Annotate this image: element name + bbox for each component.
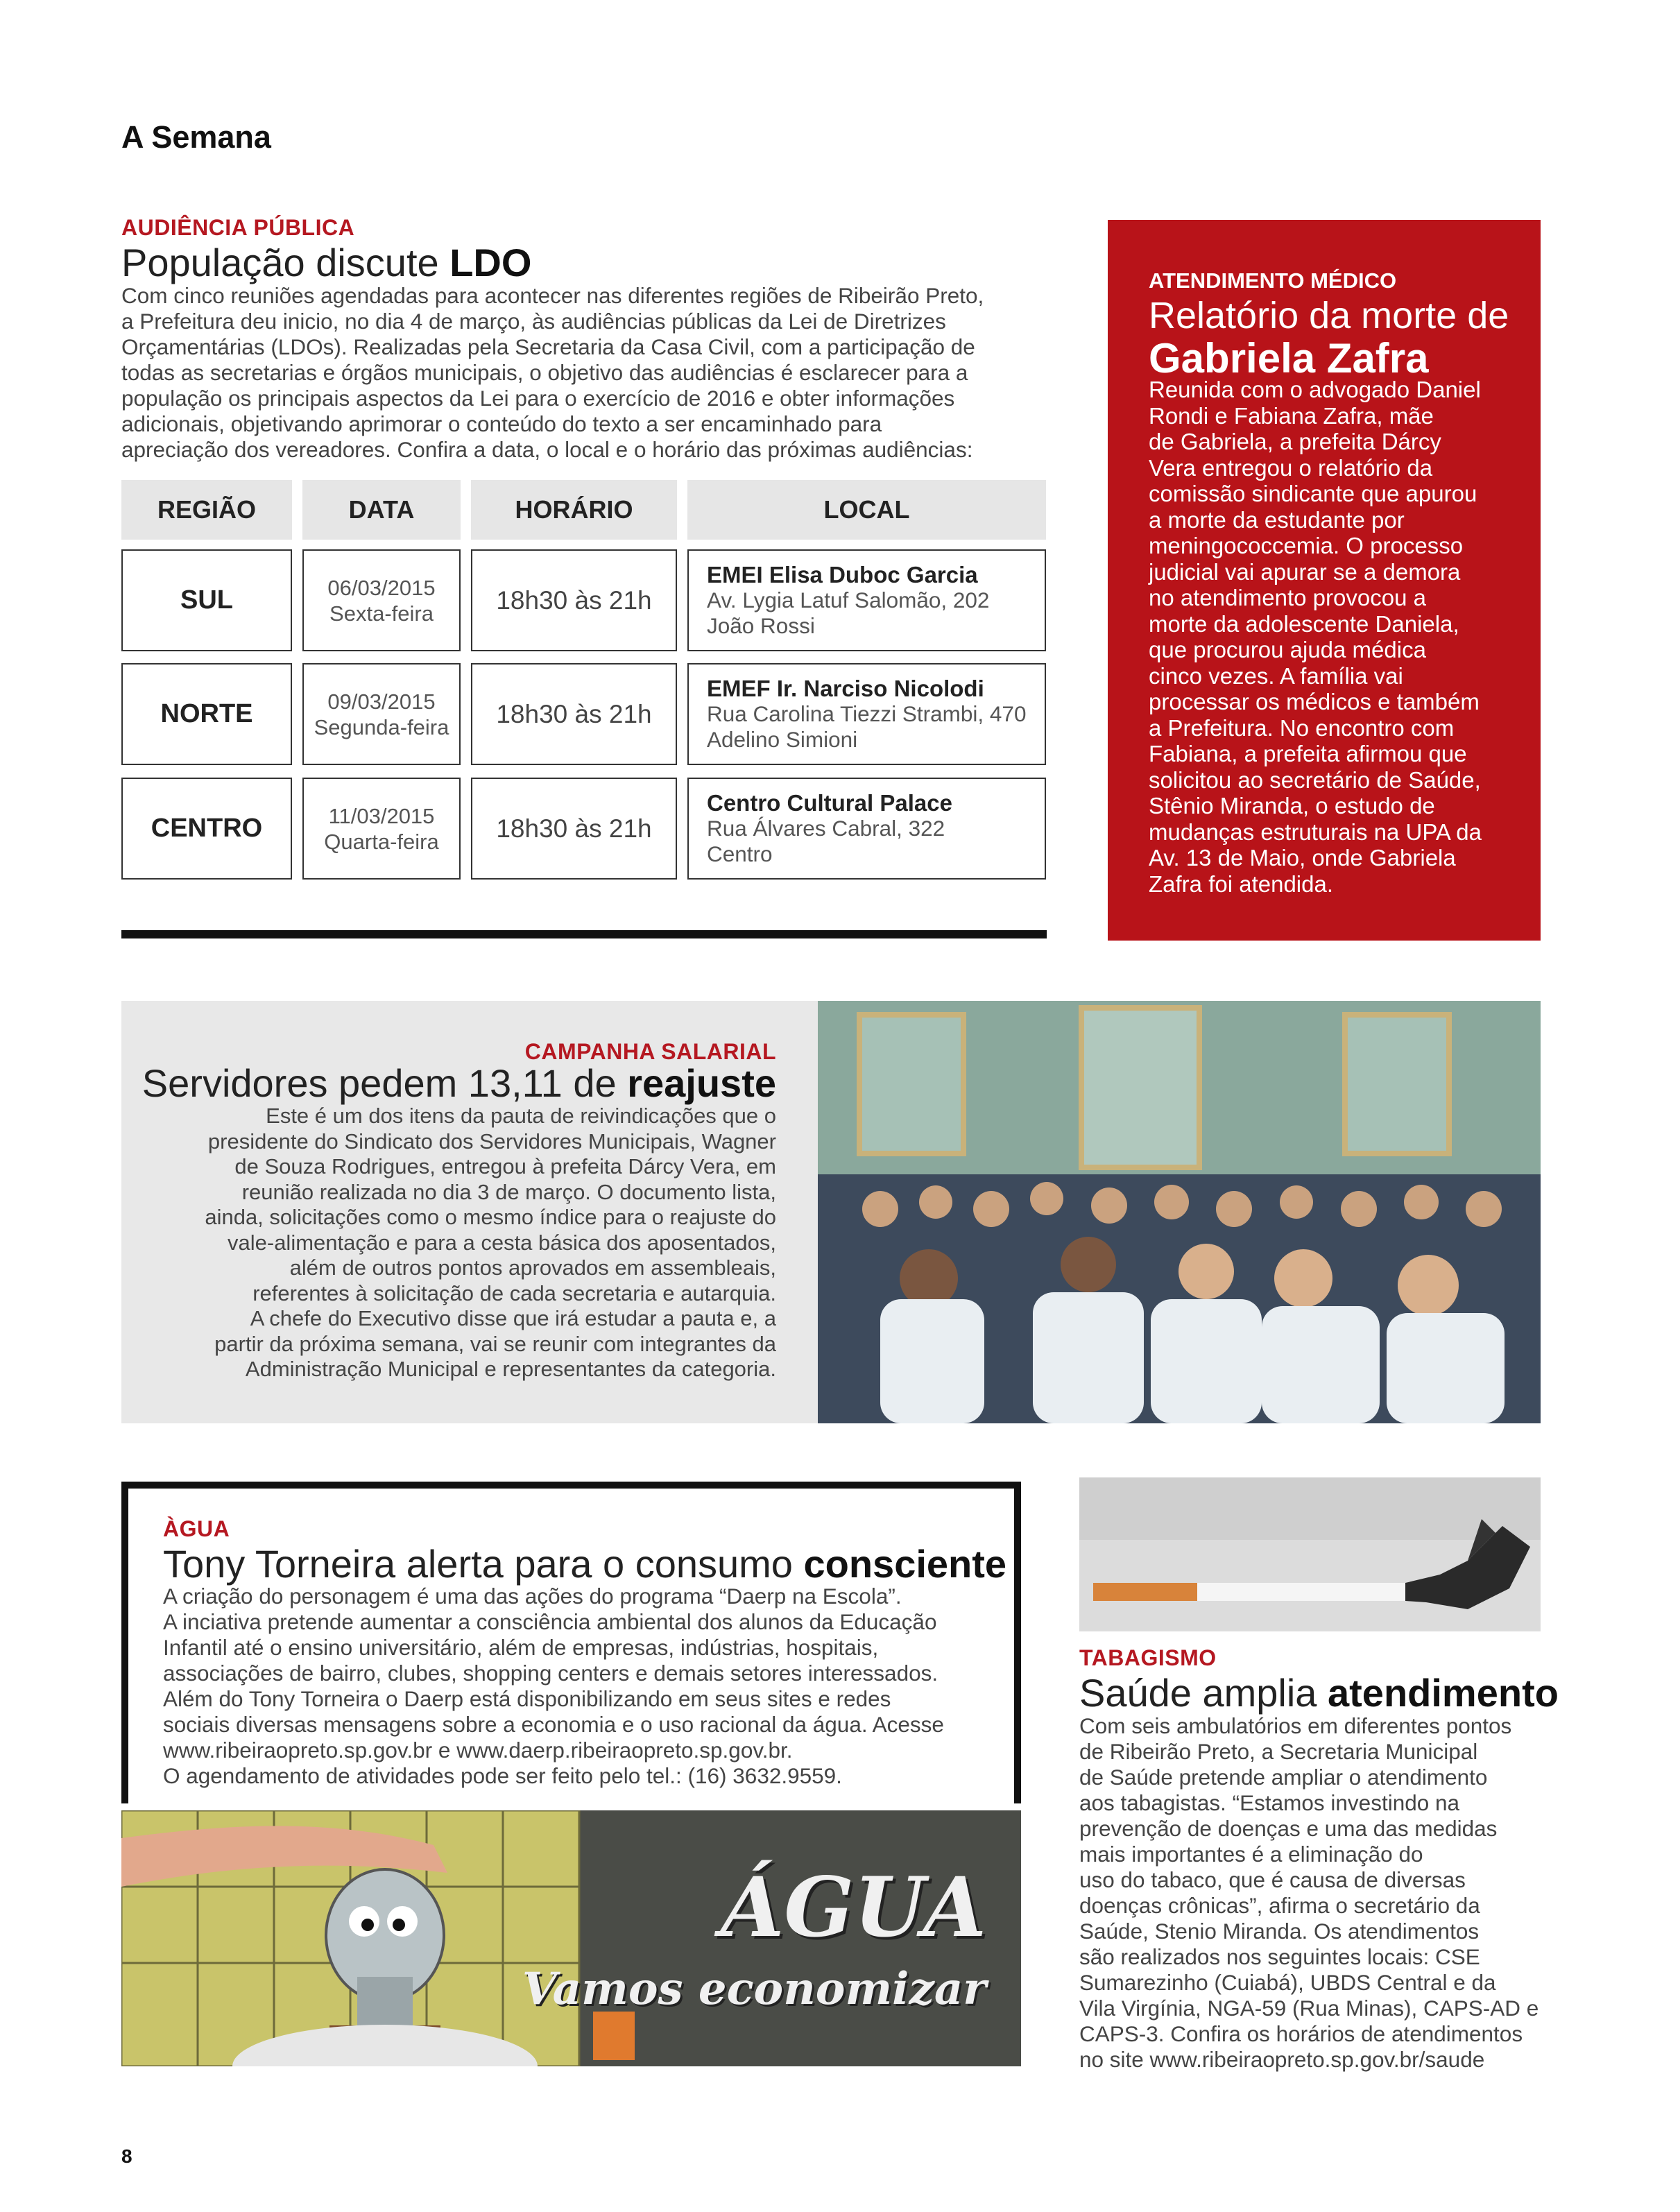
tabagismo-kicker: TABAGISMO <box>1079 1645 1217 1670</box>
place-district: João Rossi <box>707 613 815 638</box>
medico-body-line: Zafra foi atendida. <box>1149 871 1333 897</box>
tabagismo-body-line: Sumarezinho (Cuiabá), UBDS Central e da <box>1079 1970 1496 1995</box>
campanha-body <box>124 1104 776 1382</box>
section-title: A Semana <box>121 119 271 155</box>
tabagismo-body-line: no site www.ribeiraopreto.sp.gov.br/saude <box>1079 2047 1485 2072</box>
tabagismo-body-line: Com seis ambulatórios em diferentes pontos <box>1079 1713 1512 1738</box>
tabagismo-body-line: uso do tabaco, que é causa de diversas <box>1079 1867 1466 1892</box>
medico-body-line: Stênio Miranda, o estudo de <box>1149 793 1435 818</box>
table-cell-date <box>302 778 461 880</box>
tabagismo-body <box>1079 1713 1541 2073</box>
campanha-body-line: vale-alimentação e para a cesta básica dos aposentados, <box>228 1230 776 1255</box>
tabagismo-headline-bold: atendimento <box>1328 1671 1559 1715</box>
campanha-box <box>121 1001 818 1423</box>
agua-body <box>163 1584 1016 1789</box>
agua-headline-light: Tony Torneira alerta para o consumo <box>163 1542 804 1586</box>
tabagismo-body-line: são realizados nos seguintes locais: CSE <box>1079 1944 1480 1969</box>
medico-body-line: a morte da estudante por <box>1149 506 1405 533</box>
tabagismo-body-line: Saúde, Stenio Miranda. Os atendimentos <box>1079 1919 1480 1944</box>
table-header-region: REGIÃO <box>121 480 292 540</box>
agua-body-line: O agendamento de atividades pode ser feito pelo tel.: (16) 3632.9559. <box>163 1763 842 1788</box>
medico-body-line: Vera entregou o relatório da <box>1149 454 1433 481</box>
date-value: 09/03/2015 <box>327 689 436 714</box>
agua-body-line: associações de bairro, clubes, shopping centers e demais setores interessados. <box>163 1661 938 1686</box>
agua-banner-title: ÁGUA <box>720 1859 986 1955</box>
agua-headline-bold: consciente <box>803 1542 1007 1586</box>
medico-box <box>1108 220 1541 941</box>
medico-body-line: no atendimento provocou a <box>1149 585 1426 610</box>
table-cell-region: SUL <box>121 549 292 651</box>
campanha-headline <box>142 1063 776 1104</box>
place-address: Av. Lygia Latuf Salomão, 202 <box>707 588 990 612</box>
ldo-body-line: adicionais, objetivando aprimorar o conteúdo do texto a ser encaminhado para <box>121 411 882 436</box>
ldo-body-line: apreciação dos vereadores. Confira a data, o local e o horário das próximas audiências: <box>121 437 973 462</box>
agua-headline <box>163 1544 1006 1585</box>
medico-headline-bold: Gabriela Zafra <box>1149 335 1429 381</box>
tabagismo-body-line: mais importantes é a eliminação do <box>1079 1842 1423 1867</box>
agua-body-line: A criação do personagem é uma das ações do programa “Daerp na Escola”. <box>163 1584 902 1609</box>
medico-body-line: Fabiana, a prefeita afirmou que <box>1149 741 1467 766</box>
tabagismo-body-line: doenças crônicas”, afirma o secretário da <box>1079 1893 1480 1918</box>
table-header-local: LOCAL <box>687 480 1046 540</box>
ldo-kicker: AUDIÊNCIA PÚBLICA <box>121 215 355 240</box>
ldo-body-line: todas as secretarias e órgãos municipais, o objetivo das audiências é esclarecer para a <box>121 360 968 385</box>
ldo-body-line: a Prefeitura deu inicio, no dia 4 de março, às audiências públicas da Lei de Diretrizes <box>121 309 946 334</box>
ldo-body-line: Com cinco reuniões agendadas para acontecer nas diferentes regiões de Ribeirão Preto, <box>121 283 984 308</box>
place-district: Centro <box>707 841 773 866</box>
medico-body <box>1149 377 1537 897</box>
campanha-body-line: partir da próxima semana, vai se reunir com integrantes da <box>214 1331 776 1356</box>
place-name: EMEI Elisa Duboc Garcia <box>707 562 978 588</box>
agua-banner <box>121 1810 1021 2066</box>
agua-body-line: sociais diversas mensagens sobre a economia e o uso racional da água. Acesse <box>163 1712 944 1737</box>
table-cell-region: CENTRO <box>121 778 292 880</box>
table-cell-local <box>687 663 1046 765</box>
tabagismo-body-line: de Ribeirão Preto, a Secretaria Municipal <box>1079 1739 1478 1764</box>
medico-body-line: Rondi e Fabiana Zafra, mãe <box>1149 402 1434 429</box>
tabagismo-body-line: CAPS-3. Confira os horários de atendimentos <box>1079 2021 1523 2046</box>
campanha-body-line: A chefe do Executivo disse que irá estudar a pauta e, a <box>250 1306 776 1330</box>
medico-body-line: comissão sindicante que apurou <box>1149 481 1477 506</box>
table-cell-time: 18h30 às 21h <box>471 663 677 765</box>
medico-kicker: ATENDIMENTO MÉDICO <box>1149 268 1397 293</box>
ldo-headline <box>121 243 531 284</box>
place-address: Rua Álvares Cabral, 322 <box>707 816 945 841</box>
ldo-headline-bold: LDO <box>449 241 532 284</box>
ldo-body-line: população os principais aspectos da Lei para o exercício de 2016 e obter informações <box>121 386 955 411</box>
campanha-headline-light: Servidores pedem 13,11 de <box>142 1061 628 1105</box>
table-cell-local <box>687 549 1046 651</box>
agua-body-line: www.ribeiraopreto.sp.gov.br e www.daerp.ribeiraopreto.sp.gov.br. <box>163 1738 793 1763</box>
cigarette-photo <box>1079 1477 1541 1631</box>
place-district: Adelino Simioni <box>707 727 858 752</box>
medico-body-line: cinco vezes. A família vai <box>1149 662 1403 689</box>
campanha-body-line: presidente do Sindicato dos Servidores Municipais, Wagner <box>207 1129 776 1154</box>
medico-body-line: Av. 13 de Maio, onde Gabriela <box>1149 845 1456 871</box>
weekday-value: Quarta-feira <box>324 829 439 854</box>
section-divider <box>121 930 1047 938</box>
place-name: Centro Cultural Palace <box>707 790 952 816</box>
ldo-body <box>121 283 1051 463</box>
campanha-body-line: ainda, solicitações como o mesmo índice para o reajuste do <box>205 1205 776 1229</box>
table-cell-time: 18h30 às 21h <box>471 778 677 880</box>
table-header-date: DATA <box>302 480 461 540</box>
medico-body-line: solicitou ao secretário de Saúde, <box>1149 766 1481 793</box>
medico-body-line: Reunida com o advogado Daniel <box>1149 377 1481 402</box>
campanha-body-line: reunião realizada no dia 3 de março. O documento lista, <box>241 1179 776 1204</box>
tabagismo-body-line: aos tabagistas. “Estamos investindo na <box>1079 1790 1460 1815</box>
medico-headline-light: Relatório da morte de <box>1149 295 1509 336</box>
table-cell-region: NORTE <box>121 663 292 765</box>
date-value: 11/03/2015 <box>328 803 435 828</box>
agua-body-line: Além do Tony Torneira o Daerp está disponibilizando em seus sites e redes <box>163 1686 891 1711</box>
tabagismo-body-line: prevenção de doenças e uma das medidas <box>1079 1816 1498 1841</box>
medico-body-line: a Prefeitura. No encontro com <box>1149 714 1455 741</box>
date-value: 06/03/2015 <box>327 575 436 600</box>
place-address: Rua Carolina Tiezzi Strambi, 470 <box>707 701 1027 726</box>
medico-body-line: processar os médicos e também <box>1149 689 1480 714</box>
agua-body-line: Infantil até o ensino universitário, além de empresas, indústrias, hospitais, <box>163 1635 879 1660</box>
campanha-body-line: Administração Municipal e representantes da categoria. <box>245 1357 776 1381</box>
ldo-headline-light: População discute <box>121 241 450 284</box>
ldo-body-line: Orçamentárias (LDOs). Realizadas pela Secretaria da Casa Civil, com a participação de <box>121 334 975 359</box>
table-header-time: HORÁRIO <box>471 480 677 540</box>
meeting-photo <box>818 1001 1541 1423</box>
page-number: 8 <box>121 2145 132 2167</box>
table-cell-date <box>302 549 461 651</box>
tabagismo-headline <box>1079 1673 1559 1714</box>
tabagismo-headline-light: Saúde amplia <box>1079 1671 1328 1715</box>
tabagismo-body-line: Vila Virgínia, NGA-59 (Rua Minas), CAPS-AD e <box>1079 1996 1539 2021</box>
campanha-body-line: além de outros pontos aprovados em assembleais, <box>289 1255 776 1280</box>
tabagismo-body-line: de Saúde pretende ampliar o atendimento <box>1079 1765 1488 1790</box>
medico-body-line: que procurou ajuda médica <box>1149 637 1426 662</box>
medico-body-line: de Gabriela, a prefeita Dárcy <box>1149 429 1441 454</box>
campanha-body-line: Este é um dos itens da pauta de reivindicações que o <box>266 1104 776 1128</box>
weekday-value: Segunda-feira <box>314 714 449 739</box>
campanha-body-line: referentes à solicitação de cada secretaria e autarquia. <box>252 1280 776 1305</box>
table-cell-local <box>687 778 1046 880</box>
weekday-value: Sexta-feira <box>329 601 434 626</box>
agua-body-line: A inciativa pretende aumentar a consciência ambiental dos alunos da Educação <box>163 1609 937 1634</box>
table-cell-time: 18h30 às 21h <box>471 549 677 651</box>
campanha-body-line: de Souza Rodrigues, entregou à prefeita Dárcy Vera, em <box>234 1154 776 1178</box>
table-cell-date <box>302 663 461 765</box>
medico-body-line: judicial vai apurar se a demora <box>1149 558 1461 585</box>
agua-kicker: ÀGUA <box>163 1516 230 1541</box>
campanha-headline-bold: reajuste <box>627 1061 776 1105</box>
medico-body-line: morte da adolescente Daniela, <box>1149 610 1459 637</box>
medico-body-line: mudanças estruturais na UPA da <box>1149 818 1482 845</box>
campanha-kicker: CAMPANHA SALARIAL <box>524 1039 776 1064</box>
place-name: EMEF Ir. Narciso Nicolodi <box>707 676 984 701</box>
medico-body-line: meningococcemia. O processo <box>1149 533 1464 558</box>
agua-banner-subtitle: Vamos economizar <box>522 1963 986 2015</box>
